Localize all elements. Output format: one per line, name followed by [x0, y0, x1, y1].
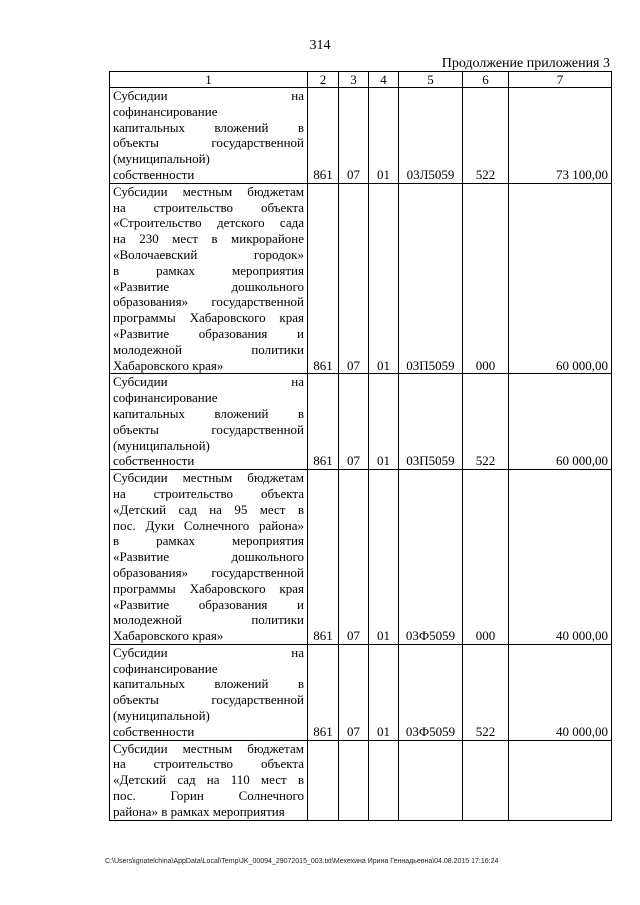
subsection-code: 01 [369, 470, 399, 645]
description-line: объекты государственной [113, 421, 304, 437]
section-code [339, 740, 369, 820]
description-line: собственности [113, 723, 195, 739]
table-row [110, 644, 612, 740]
amount-value: 40 000,00 [509, 644, 612, 740]
description-line: Субсидии местным бюджетам [113, 183, 304, 199]
amount-value: 60 000,00 [509, 374, 612, 470]
description-line: «Развитие дошкольного [113, 278, 304, 294]
target-article-code: 03Ф5059 [399, 470, 463, 645]
expense-type-code: 000 [463, 470, 509, 645]
header-col-1: 1 [110, 72, 308, 88]
description-line: Субсидии на [113, 644, 304, 660]
description-line: в рамках мероприятия [113, 262, 304, 278]
header-col-4: 4 [369, 72, 399, 88]
description-line: Хабаровского края» [113, 357, 224, 373]
section-code: 07 [339, 374, 369, 470]
target-article-code: 03Л5059 [399, 88, 463, 184]
section-code: 07 [339, 183, 369, 374]
description-line: программы Хабаровского края [113, 580, 304, 596]
description-line: молодежной политики [113, 341, 304, 357]
section-code: 07 [339, 88, 369, 184]
table-row [110, 183, 612, 374]
file-path-footer: C:\Users\ignatelchina\AppData\Local\Temp\JK_00094_29072015_003.txt\Мехехина Ирина Геннадьевна\04.08.2015 17:16:24 [105, 858, 499, 865]
description-line: «Развитие образования и [113, 325, 304, 341]
expense-type-code [463, 740, 509, 820]
header-col-5: 5 [399, 72, 463, 88]
row-description [110, 183, 308, 374]
budget-table [109, 71, 612, 821]
page-number: 314 [309, 38, 331, 53]
description-line: района» в рамках мероприятия [113, 803, 285, 819]
description-line: Хабаровского края» [113, 628, 224, 644]
description-line: «Развитие дошкольного [113, 549, 304, 565]
expense-type-code: 522 [463, 644, 509, 740]
description-line: собственности [113, 453, 195, 469]
description-line: Субсидии местным бюджетам [113, 470, 304, 486]
header-row [110, 72, 612, 88]
description-line: молодежной политики [113, 612, 304, 628]
description-line: объекты государственной [113, 692, 304, 708]
description-line: капитальных вложений в [113, 119, 304, 135]
description-line: «Детский сад на 110 мест в [113, 772, 304, 788]
subsection-code: 01 [369, 644, 399, 740]
description-line: «Волочаевский городок» [113, 246, 304, 262]
amount-value: 40 000,00 [509, 470, 612, 645]
header-col-3: 3 [339, 72, 369, 88]
target-article-code: 03П5059 [399, 374, 463, 470]
subsection-code: 01 [369, 374, 399, 470]
description-line: Субсидии на [113, 374, 304, 390]
description-line: капитальных вложений в [113, 676, 304, 692]
amount-value [509, 740, 612, 820]
description-line: софинансирование [113, 103, 218, 119]
description-line: «Строительство детского сада [113, 215, 304, 231]
row-description [110, 374, 308, 470]
expense-type-code: 522 [463, 374, 509, 470]
ministry-code: 861 [308, 644, 339, 740]
expense-type-code: 522 [463, 88, 509, 184]
description-line: «Развитие образования и [113, 596, 304, 612]
subsection-code: 01 [369, 183, 399, 374]
table-row [110, 88, 612, 184]
description-line: программы Хабаровского края [113, 310, 304, 326]
description-line: на строительство объекта [113, 485, 304, 501]
description-line: софинансирование [113, 660, 218, 676]
header-col-7: 7 [509, 72, 612, 88]
description-line: капитальных вложений в [113, 405, 304, 421]
subsection-code: 01 [369, 88, 399, 184]
description-line: образования» государственной [113, 294, 304, 310]
description-line: на строительство объекта [113, 756, 304, 772]
description-line: (муниципальной) [113, 708, 210, 724]
description-line: на строительство объекта [113, 199, 304, 215]
row-description [110, 88, 308, 184]
target-article-code: 03Ф5059 [399, 644, 463, 740]
ministry-code: 861 [308, 88, 339, 184]
description-line: в рамках мероприятия [113, 533, 304, 549]
description-line: пос. Горин Солнечного [113, 788, 304, 804]
description-line: пос. Дуки Солнечного района» [113, 517, 304, 533]
description-line: образования» государственной [113, 564, 304, 580]
description-line: софинансирование [113, 390, 218, 406]
ministry-code: 861 [308, 470, 339, 645]
description-line: (муниципальной) [113, 437, 210, 453]
ministry-code: 861 [308, 374, 339, 470]
row-description [110, 470, 308, 645]
target-article-code [399, 740, 463, 820]
ministry-code [308, 740, 339, 820]
amount-value: 60 000,00 [509, 183, 612, 374]
ministry-code: 861 [308, 183, 339, 374]
description-line: на 230 мест в микрорайоне [113, 231, 304, 247]
row-description [110, 740, 308, 820]
description-line: «Детский сад на 95 мест в [113, 501, 304, 517]
table-row [110, 470, 612, 645]
description-line: объекты государственной [113, 135, 304, 151]
header-col-6: 6 [463, 72, 509, 88]
description-line: Субсидии на [113, 88, 304, 103]
amount-value: 73 100,00 [509, 88, 612, 184]
subsection-code [369, 740, 399, 820]
table-row [110, 374, 612, 470]
appendix-continuation-label: Продолжение приложения 3 [441, 56, 610, 71]
description-line: Субсидии местным бюджетам [113, 740, 304, 756]
expense-type-code: 000 [463, 183, 509, 374]
section-code: 07 [339, 470, 369, 645]
target-article-code: 03П5059 [399, 183, 463, 374]
description-line: собственности [113, 166, 195, 182]
row-description [110, 644, 308, 740]
header-col-2: 2 [308, 72, 339, 88]
description-line: (муниципальной) [113, 151, 210, 167]
section-code: 07 [339, 644, 369, 740]
table-row [110, 740, 612, 820]
